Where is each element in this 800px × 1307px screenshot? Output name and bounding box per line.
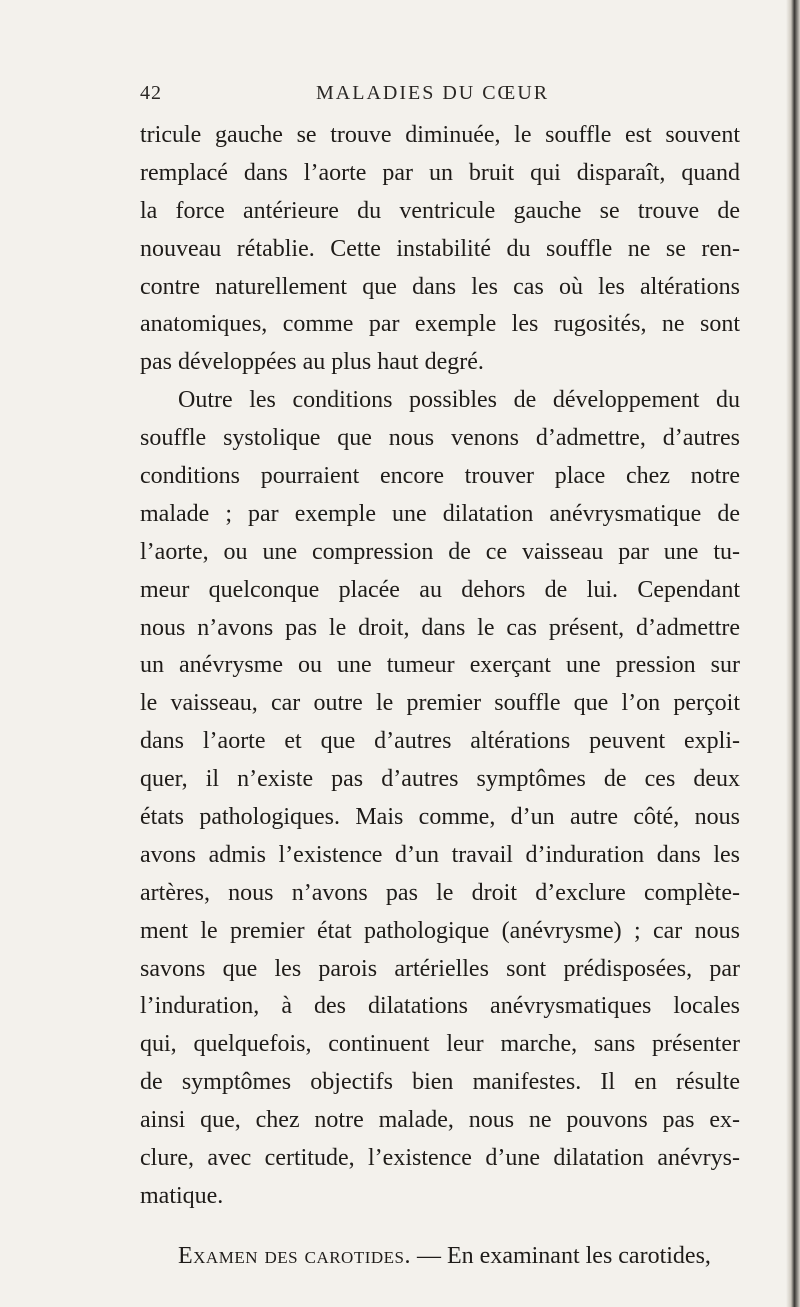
text-line: savons que les parois artérielles sont prédisposées, par <box>140 955 740 982</box>
text-line: remplacé dans l’aorte par un bruit qui disparaît, quand <box>140 159 740 186</box>
section-text: — En examinant les carotides, <box>411 1242 711 1269</box>
text-line: souffle systolique que nous venons d’admettre, d’autres <box>140 425 740 452</box>
section-heading: Examen des carotides. <box>178 1242 411 1269</box>
text-line: qui, quelquefois, continuent leur marche, sans présenter <box>140 1031 740 1058</box>
page-edge-shadow <box>786 0 800 1307</box>
text-line: nous n’avons pas le droit, dans le cas présent, d’admettre <box>140 614 740 641</box>
text-line: tricule gauche se trouve diminuée, le souffle est souvent <box>140 122 740 148</box>
running-title: MALADIES DU CŒUR <box>316 82 550 104</box>
text-line: de symptômes objectifs bien manifestes. Il en résulte <box>140 1069 740 1096</box>
text-line: la force antérieure du ventricule gauche se trouve de <box>140 197 740 224</box>
text-line: artères, nous n’avons pas le droit d’exclure complète- <box>140 879 740 906</box>
text-line: états pathologiques. Mais comme, d’un autre côté, nous <box>140 804 740 831</box>
text-line: quer, il n’existe pas d’autres symptômes de ces deux <box>140 766 740 793</box>
text-line: meur quelconque placée au dehors de lui. Cependant <box>140 576 740 603</box>
text-line: dans l’aorte et que d’autres altérations peuvent expli- <box>140 728 740 755</box>
text-line: avons admis l’existence d’un travail d’induration dans les <box>140 841 740 868</box>
text-line: pas développées au plus haut degré. <box>140 349 484 376</box>
section-line <box>140 1238 740 1276</box>
text-line: clure, avec certitude, l’existence d’une dilatation anévrys- <box>140 1145 740 1172</box>
paragraph-gap <box>140 1216 740 1238</box>
text-line: nouveau rétablie. Cette instabilité du souffle ne se ren- <box>140 235 740 262</box>
text-line: contre naturellement que dans les cas où les altérations <box>140 273 740 300</box>
page-header <box>140 82 740 112</box>
text-line: matique. <box>140 1182 224 1209</box>
text-line: l’induration, à des dilatations anévrysmatiques locales <box>140 993 740 1020</box>
body-text <box>140 117 740 1276</box>
text-line: anatomiques, comme par exemple les rugosités, ne sont <box>140 311 740 338</box>
page-number: 42 <box>140 82 162 104</box>
text-line: malade ; par exemple une dilatation anévrysmatique de <box>140 500 740 527</box>
text-line: ment le premier état pathologique (anévrysme) ; car nous <box>140 917 740 944</box>
text-line: un anévrysme ou une tumeur exerçant une pression sur <box>140 652 740 679</box>
text-line: le vaisseau, car outre le premier souffle que l’on perçoit <box>140 690 740 717</box>
text-line: ainsi que, chez notre malade, nous ne pouvons pas ex- <box>140 1107 740 1134</box>
text-line: Outre les conditions possibles de développement du <box>178 387 740 414</box>
text-line: conditions pourraient encore trouver place chez notre <box>140 463 740 490</box>
text-line: l’aorte, ou une compression de ce vaisseau par une tu- <box>140 538 740 565</box>
